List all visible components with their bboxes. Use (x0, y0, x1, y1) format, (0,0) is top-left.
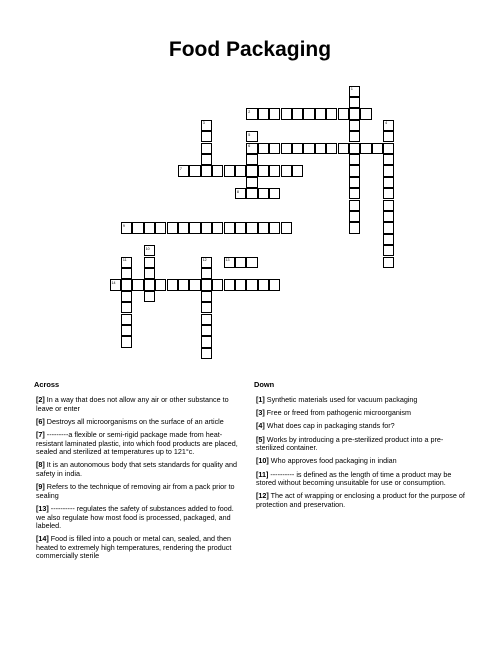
cell-number: 14 (111, 280, 116, 285)
crossword-cell[interactable] (246, 279, 257, 290)
crossword-cell[interactable] (144, 268, 155, 279)
across-clue: [6] Destroys all microorganisms on the surface of an article (36, 416, 224, 426)
crossword-cell[interactable] (269, 108, 280, 119)
crossword-cell[interactable] (121, 336, 132, 347)
across-heading: Across (34, 380, 60, 389)
crossword-cell[interactable] (144, 222, 155, 233)
crossword-cell[interactable] (201, 348, 212, 359)
crossword-cell[interactable] (201, 325, 212, 336)
crossword-cell[interactable] (349, 188, 360, 199)
crossword-cell[interactable] (167, 279, 178, 290)
crossword-cell[interactable] (281, 165, 292, 176)
crossword-cell[interactable] (258, 222, 269, 233)
crossword-cell[interactable] (383, 257, 394, 268)
down-clue: [12] The act of wrapping or enclosing a product for the purpose of protection and preservation. (256, 491, 465, 509)
crossword-cell[interactable] (383, 154, 394, 165)
crossword-cell[interactable] (281, 108, 292, 119)
crossword-cell[interactable] (349, 165, 360, 176)
crossword-cell[interactable] (269, 165, 280, 176)
crossword-cell[interactable] (121, 314, 132, 325)
across-clue: [9] Refers to the technique of removing air from a pack prior to sealing (36, 482, 235, 500)
crossword-cell[interactable] (338, 143, 349, 154)
crossword-cell[interactable] (121, 222, 132, 233)
crossword-cell[interactable] (201, 302, 212, 313)
crossword-cell[interactable] (155, 279, 166, 290)
crossword-cell[interactable] (258, 165, 269, 176)
crossword-cell[interactable] (349, 211, 360, 222)
cell-number: 10 (145, 246, 150, 251)
crossword-cell[interactable] (246, 143, 257, 154)
cell-number: 5 (248, 132, 251, 137)
cell-number: 3 (202, 121, 205, 126)
crossword-cell[interactable] (360, 143, 371, 154)
crossword-cell[interactable] (224, 222, 235, 233)
crossword-cell[interactable] (201, 222, 212, 233)
crossword-cell[interactable] (258, 188, 269, 199)
cell-number: 9 (122, 223, 125, 228)
cell-number: 11 (122, 258, 127, 262)
crossword-cell[interactable] (121, 279, 132, 290)
crossword-cell[interactable] (349, 177, 360, 188)
down-clue: [4] What does cap in packaging stands for? (256, 421, 395, 431)
crossword-cell[interactable] (189, 165, 200, 176)
crossword-cell[interactable] (372, 143, 383, 154)
crossword-cell[interactable] (383, 143, 394, 154)
down-clue: [3] Free or freed from pathogenic microorganism (256, 408, 412, 418)
crossword-cell[interactable] (383, 120, 394, 131)
crossword-cell[interactable] (281, 143, 292, 154)
cell-number: 7 (179, 166, 182, 171)
crossword-cell[interactable] (178, 279, 189, 290)
crossword-cell[interactable] (349, 200, 360, 211)
crossword-cell[interactable] (235, 279, 246, 290)
crossword-cell[interactable] (144, 245, 155, 256)
crossword-cell[interactable] (246, 177, 257, 188)
cell-number: 8 (236, 189, 239, 194)
crossword-cell[interactable] (383, 222, 394, 233)
crossword-cell[interactable] (383, 165, 394, 176)
crossword-cell[interactable] (349, 143, 360, 154)
across-clue: [8] It is an autonomous body that sets standards for quality and safety in india. (36, 460, 237, 478)
crossword-cell[interactable] (246, 154, 257, 165)
crossword-cell[interactable] (167, 222, 178, 233)
crossword-cell[interactable] (201, 165, 212, 176)
crossword-cell[interactable] (212, 279, 223, 290)
cell-number: 13 (225, 258, 230, 262)
crossword-cell[interactable] (212, 222, 223, 233)
crossword-cell[interactable] (235, 222, 246, 233)
crossword-cell[interactable] (246, 257, 257, 268)
crossword-cell[interactable] (383, 131, 394, 142)
cell-number: 12 (202, 258, 207, 262)
across-clue: [13] ---------- regulates the safety of substances added to food. we also regulate how most food is processed, packaged, and labeled. (36, 503, 234, 531)
crossword-cell[interactable] (132, 279, 143, 290)
crossword-cell[interactable] (235, 188, 246, 199)
crossword-cell[interactable] (201, 131, 212, 142)
page-title: Food Packaging (168, 38, 332, 61)
crossword-cell[interactable] (144, 291, 155, 302)
crossword-cell[interactable] (349, 97, 360, 108)
crossword-cell[interactable] (144, 279, 155, 290)
crossword-cell[interactable] (246, 222, 257, 233)
across-clue: [14] Food is filled into a pouch or metal can, sealed, and then heated to extremely high temperatures, rendering the product commercially sterile (36, 534, 232, 561)
crossword-cell[interactable] (224, 257, 235, 268)
crossword-cell[interactable] (201, 268, 212, 279)
crossword-cell[interactable] (349, 222, 360, 233)
crossword-cell[interactable] (349, 86, 360, 97)
crossword-cell[interactable] (224, 279, 235, 290)
crossword-cell[interactable] (201, 154, 212, 165)
crossword-cell[interactable] (121, 257, 132, 268)
crossword-cell[interactable] (383, 211, 394, 222)
crossword-cell[interactable] (246, 131, 257, 142)
crossword-cell[interactable] (121, 302, 132, 313)
crossword-cell[interactable] (349, 108, 360, 119)
crossword-cell[interactable] (201, 279, 212, 290)
cell-number: 6 (248, 144, 251, 148)
crossword-cell[interactable] (269, 222, 280, 233)
crossword-cell[interactable] (360, 108, 371, 119)
crossword-cell[interactable] (235, 165, 246, 176)
crossword-cell[interactable] (326, 143, 337, 154)
across-clue: [2] In a way that does not allow any air or other substance to leave or enter (36, 395, 229, 413)
crossword-cell[interactable] (121, 291, 132, 302)
crossword-cell[interactable] (258, 143, 269, 154)
crossword-cell[interactable] (269, 188, 280, 199)
crossword-cell[interactable] (292, 165, 303, 176)
crossword-cell[interactable] (326, 108, 337, 119)
across-clue: [7] ---------a flexible or semi-rigid package made from heat-resistant laminated plastic, into which food products are placed, sealed and sterilized at temperatures up to 121°c. (36, 429, 238, 457)
down-clue: [10] Who approves food packaging in indian (256, 456, 397, 466)
crossword-cell[interactable] (383, 245, 394, 256)
crossword-cell[interactable] (201, 291, 212, 302)
crossword-cell[interactable] (292, 143, 303, 154)
crossword-cell[interactable] (303, 143, 314, 154)
crossword-cell[interactable] (349, 120, 360, 131)
crossword-cell[interactable] (303, 108, 314, 119)
crossword-cell[interactable] (201, 143, 212, 154)
down-clue: [11] ---------- is defined as the length of time a product may be stored without becoming unsuitable for use or consumption. (256, 469, 452, 488)
down-clue: [1] Synthetic materials used for vacuum packaging (256, 395, 418, 404)
down-heading: Down (254, 380, 275, 389)
crossword-cell[interactable] (292, 108, 303, 119)
crossword-cell[interactable] (281, 222, 292, 233)
crossword-cell[interactable] (201, 336, 212, 347)
crossword-cell[interactable] (383, 177, 394, 188)
cell-number: 2 (248, 109, 251, 114)
crossword-cell[interactable] (349, 154, 360, 165)
crossword-cell[interactable] (201, 120, 212, 131)
crossword-cell[interactable] (178, 222, 189, 233)
crossword-cell[interactable] (110, 279, 121, 290)
crossword-cell[interactable] (315, 108, 326, 119)
crossword-cell[interactable] (235, 257, 246, 268)
crossword-cell[interactable] (201, 314, 212, 325)
crossword-cell[interactable] (178, 165, 189, 176)
crossword-cell[interactable] (349, 131, 360, 142)
crossword-cell[interactable] (212, 165, 223, 176)
across-clue-list (36, 396, 244, 566)
crossword-cell[interactable] (383, 188, 394, 199)
crossword-cell[interactable] (258, 279, 269, 290)
down-clue: [5] Works by introducing a pre-sterilized product into a pre-sterilized container. (256, 434, 444, 453)
crossword-cell[interactable] (383, 234, 394, 245)
crossword-cell[interactable] (121, 325, 132, 336)
down-clue-list (256, 396, 468, 514)
cell-number: 4 (385, 121, 388, 126)
crossword-cell[interactable] (144, 257, 155, 268)
crossword-cell[interactable] (269, 143, 280, 154)
crossword-cell[interactable] (189, 279, 200, 290)
crossword-cell[interactable] (246, 188, 257, 199)
cell-number: 1 (350, 87, 353, 91)
crossword-cell[interactable] (383, 200, 394, 211)
crossword-cell[interactable] (155, 222, 166, 233)
crossword-cell[interactable] (258, 108, 269, 119)
crossword-cell[interactable] (201, 257, 212, 268)
crossword-cell[interactable] (246, 165, 257, 176)
crossword-cell[interactable] (246, 108, 257, 119)
crossword-cell[interactable] (315, 143, 326, 154)
crossword-cell[interactable] (224, 165, 235, 176)
crossword-cell[interactable] (269, 279, 280, 290)
crossword-cell[interactable] (132, 222, 143, 233)
crossword-cell[interactable] (338, 108, 349, 119)
crossword-cell[interactable] (121, 268, 132, 279)
crossword-cell[interactable] (189, 222, 200, 233)
